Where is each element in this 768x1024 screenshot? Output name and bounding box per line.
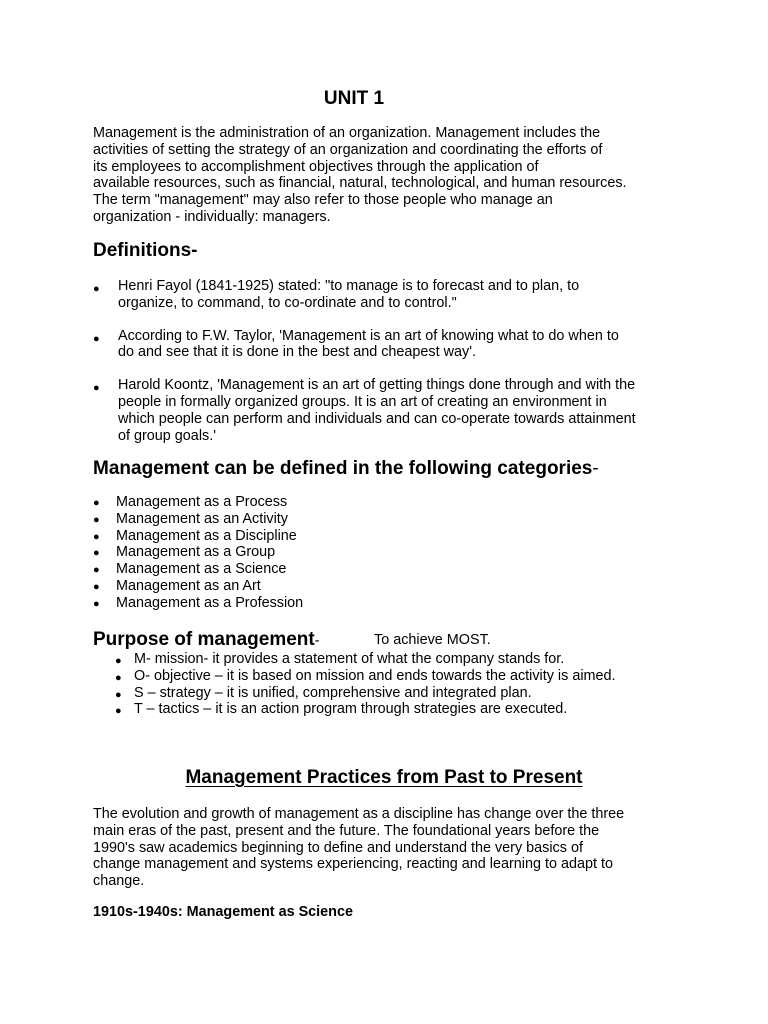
purpose-item: ● S – strategy – it is unified, comprehensive and integrated plan. — [115, 685, 616, 702]
definition-line: of group goals.' — [118, 427, 216, 444]
intro-line: available resources, such as financial, natural, technological, and human resources. — [93, 175, 627, 192]
definition-item — [93, 278, 693, 312]
purpose-item: ● M- mission- it provides a statement of what the company stands for. — [115, 651, 616, 668]
bullet-icon: ● — [93, 332, 100, 345]
bullet-icon: ● — [115, 671, 122, 684]
era-subheading: 1910s-1940s: Management as Science — [93, 904, 353, 920]
category-item: ● Management as a Science — [93, 561, 287, 578]
intro-line: its employees to accomplishment objectives through the application of — [93, 158, 539, 175]
definition-line: people in formally organized groups. It is an art of creating an environment in — [118, 393, 607, 410]
definitions-heading: Definitions- — [93, 240, 198, 261]
bullet-icon: ● — [93, 597, 100, 610]
bullet-icon: ● — [93, 564, 100, 577]
purpose-item: ● O- objective – it is based on mission and ends towards the activity is aimed. — [115, 668, 616, 685]
bullet-icon: ● — [93, 547, 100, 560]
unit-title: UNIT 1 — [323, 88, 385, 109]
category-item: ● Management as a Group — [93, 544, 276, 561]
purpose-list — [115, 651, 616, 718]
categories-heading: Management can be defined in the following categories- — [93, 458, 599, 479]
category-item: ● Management as an Art — [93, 577, 261, 594]
definitions-list — [93, 278, 693, 444]
category-item: ● Management as an Activity — [93, 510, 288, 527]
intro-line: Management is the administration of an organization. Management includes the — [93, 125, 601, 141]
category-item: ● Management as a Profession — [93, 594, 304, 611]
intro-line: activities of setting the strategy of an organization and coordinating the efforts of — [93, 141, 603, 158]
intro-line: The term "management" may also refer to those people who manage an — [93, 192, 553, 209]
purpose-aside: To achieve MOST. — [374, 632, 491, 648]
bullet-icon: ● — [93, 382, 100, 395]
intro-line: organization - individually: managers. — [93, 208, 331, 225]
practices-line: main eras of the past, present and the future. The foundational years before the — [93, 822, 600, 839]
practices-heading: Management Practices from Past to Present — [185, 767, 583, 788]
definition-line: Henri Fayol (1841-1925) stated: "to manage is to forecast and to plan, to — [118, 278, 580, 294]
definition-line: which people can perform and individuals and can co-operate towards attainment — [118, 410, 636, 427]
categories-list — [93, 494, 303, 612]
definition-line: do and see that it is done in the best and cheapest way'. — [118, 344, 476, 361]
practices-line: change. — [93, 873, 145, 890]
category-item: ● Management as a Discipline — [93, 527, 297, 544]
definition-line: Harold Koontz, 'Management is an art of getting things done through and with the — [118, 377, 636, 394]
definition-line: According to F.W. Taylor, 'Management is an art of knowing what to do when to — [118, 327, 619, 344]
definition-item — [93, 328, 693, 362]
definition-item — [93, 377, 693, 444]
intro-paragraph — [93, 125, 693, 226]
bullet-icon: ● — [115, 655, 122, 667]
purpose-heading: Purpose of management- — [93, 629, 320, 650]
bullet-icon: ● — [93, 530, 100, 543]
bullet-icon: ● — [93, 497, 100, 509]
category-item: ● Management as a Process — [93, 494, 288, 510]
bullet-icon: ● — [93, 513, 100, 526]
bullet-icon: ● — [93, 283, 100, 295]
bullet-icon: ● — [93, 580, 100, 593]
bullet-icon: ● — [115, 705, 122, 718]
bullet-icon: ● — [115, 688, 122, 701]
practices-line: 1990's saw academics beginning to define and understand the very basics of — [93, 839, 583, 856]
purpose-item: ● T – tactics – it is an action program through strategies are executed. — [115, 701, 616, 718]
practices-line: The evolution and growth of management as a discipline has change over the three — [93, 806, 625, 822]
practices-line: change management and systems experiencing, reacting and learning to adapt to — [93, 856, 613, 873]
definition-line: organize, to command, to co-ordinate and to control." — [118, 294, 457, 311]
practices-paragraph — [93, 806, 693, 890]
